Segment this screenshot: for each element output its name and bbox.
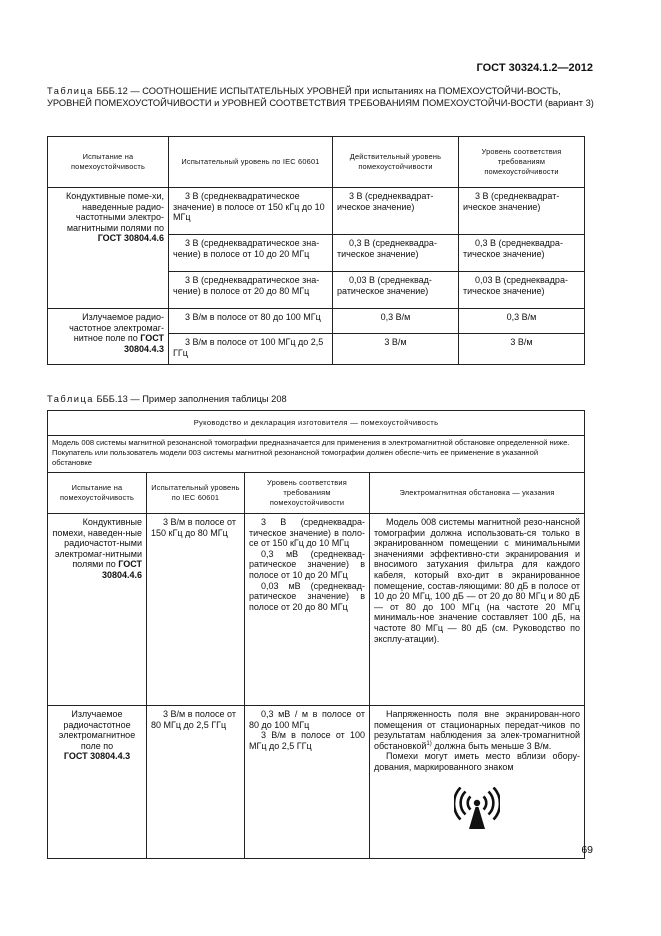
table2-compliance-cell <box>245 514 370 706</box>
table1-cell: 3 В (среднеквадратическое зна-чение) в полосе от 20 до 80 МГц <box>169 272 333 309</box>
table1 <box>47 136 585 365</box>
table2-intro-row <box>48 436 585 473</box>
table2-guidance-text: Напряженность поля вне экранирован-ного помещения от стационарных передат-чиков по результатам наблюдения за элек-тромагнитной обстановкой <box>374 709 581 751</box>
table1-header-level: Испытательный уровень по IEC 60601 <box>169 137 333 188</box>
non-ionizing-radiation-icon <box>454 787 500 831</box>
footnote-ref: 1) <box>426 740 432 747</box>
table2-compliance-cell <box>245 706 370 859</box>
table1-caption-label: Таблица <box>47 86 94 96</box>
table1-header-compliance: Уровень соответствия требованиям помехоустойчивости <box>459 137 585 188</box>
table1-cell: 0,3 В (среднеквадра-тическое значение) <box>459 235 585 272</box>
table1-test-cell <box>48 188 169 309</box>
table2-test-cell <box>48 514 147 706</box>
table1-cell: 3 В (среднеквадрат-ическое значение) <box>459 188 585 235</box>
table-row <box>48 706 585 859</box>
table1-caption-number: БББ.12 <box>96 86 128 96</box>
table2-header-compliance: Уровень соответствия требованиям помехоустойчивости <box>245 473 370 514</box>
table2-header-guidance: Электромагнитная обстановка — указания <box>370 473 585 514</box>
table2-caption-text: — Пример заполнения таблицы 208 <box>130 394 287 404</box>
table1-header-test: Испытание на помехоустойчивость <box>48 137 169 188</box>
table1-test-cell <box>48 309 169 365</box>
table-row <box>48 514 585 706</box>
table2-guidance-cell: Модель 008 системы магнитной резо-нансной томографии должна использовать-ся только в экранированном помещении с минимальными значениями эффективно-сти экранирования и вносимого затухания фильтра для каждого кабеля, который вхо-дит в экранированное помещение, состав-ляющими: 80 дБ в полосе от 10 до 20 МГц, 100 дБ — от 20 до 80 МГц и 80 дБ — от 80 до 100 МГц (на частоте 20 МГц минималь-ное значение составляет 100 дБ, на частоте 80 МГц — 80 дБ (см. Руководство по эксплу-атации). <box>370 514 585 706</box>
table2-title: Руководство и декларация изготовителя — помехоустойчивость <box>48 411 585 436</box>
table1-test-name: Излучаемое радио-частотное электромаг-нитное поле по <box>69 312 164 343</box>
table-row <box>48 188 585 235</box>
standard-id: ГОСТ 30324.1.2—2012 <box>476 62 593 74</box>
table2-compliance-line: 0,3 мВ / м в полосе от 80 до 100 МГц <box>249 709 365 730</box>
table1-test-std: ГОСТ 30804.4.6 <box>97 233 164 243</box>
table2-compliance-line: 3 В/м в полосе от 100 МГц до 2,5 ГГц <box>249 730 365 751</box>
table1-cell: 0,03 В (среднеквад-ратическое значение) <box>333 272 459 309</box>
table2-title-row <box>48 411 585 436</box>
table1-header-row <box>48 137 585 188</box>
table2-level-cell: 3 В/м в полосе от 80 МГц до 2,5 ГГц <box>147 706 245 859</box>
table1-caption-text: — СООТНОШЕНИЕ ИСПЫТАТЕЛЬНЫХ УРОВНЕЙ при испытаниях на ПОМЕХОУСТОЙЧИ-ВОСТЬ, УРОВНЕЙ ПОМЕХОУСТОЙЧИВОСТИ и УРОВНЕЙ СООТВЕТСТВИЯ ТРЕБОВАНИЯМ ПОМЕХОУСТОЙЧИ-ВОСТИ (вариант 3) <box>47 86 594 108</box>
page-number: 69 <box>581 844 593 856</box>
table2-compliance-line: 0,3 мВ (среднеквад-ратическое значение) в полосе от 10 до 20 МГц <box>249 548 365 580</box>
table2-test-name: Кондуктивные помехи, наведен-ные радиочастот-ными электромаг-нитными полями по <box>52 517 142 570</box>
table2-test-std: ГОСТ 30804.4.3 <box>63 751 131 762</box>
table1-test-name: Кондуктивные поме-хи, наведенные радио-частотными электро-магнитными полями по <box>66 191 164 233</box>
table1-caption <box>47 85 597 109</box>
table1-cell: 3 В/м в полосе от 100 МГц до 2,5 ГГц <box>169 334 333 365</box>
table2-header-level: Испытательный уровень по IEC 60601 <box>147 473 245 514</box>
table2-test-name: Излучаемое радиочастотное электромагнитное поле по <box>58 709 136 751</box>
table-row <box>48 309 585 334</box>
table1-cell: 3 В/м <box>459 334 585 365</box>
table2-guidance-cell <box>370 706 585 859</box>
table2-compliance-line: 3 В (среднеквадра-тическое значение) в поло-се от 150 кГц до 10 МГц <box>249 517 365 549</box>
table2-caption <box>47 393 597 405</box>
table2-intro: Модель 008 системы магнитной резонансной томографии предназначается для применения в электромагнитной обстановке определенной ниже. Покупатель или пользователь модели 003 системы магнитной резонансной томографии должен обеспе-чить ее применение в указанной обстановке <box>48 436 585 473</box>
table2-header-row <box>48 473 585 514</box>
table1-cell: 3 В/м в полосе от 80 до 100 МГц <box>169 309 333 334</box>
table1-cell: 3 В/м <box>333 334 459 365</box>
table1-cell: 3 В (среднеквадратическое зна-чение) в полосе от 10 до 20 МГц <box>169 235 333 272</box>
table2-caption-number: БББ.13 <box>96 394 128 404</box>
table2-guidance-para <box>374 709 580 751</box>
table2-test-std: ГОСТ 30804.4.6 <box>101 559 142 580</box>
table1-cell: 0,3 В/м <box>459 309 585 334</box>
table2-guidance-text: должна быть меньше 3 В/м. <box>431 740 552 751</box>
table1-cell: 3 В (среднеквадратическое значение) в полосе от 150 кГц до 10 МГц <box>169 188 333 235</box>
table2-caption-label: Таблица <box>47 394 94 404</box>
table1-cell: 0,3 В/м <box>333 309 459 334</box>
table2-compliance-line: 0,03 мВ (среднеквад-ратическое значение) в полосе от 20 до 80 МГц <box>249 580 365 612</box>
table2-header-test: Испытание на помехоустойчивость <box>48 473 147 514</box>
table1-header-actual: Действительный уровень помехоустойчивости <box>333 137 459 188</box>
table1-cell: 0,03 В (среднеквадра-тическое значение) <box>459 272 585 309</box>
table1-cell: 0,3 В (среднеквадра-тическое значение) <box>333 235 459 272</box>
table2-level-cell: 3 В/м в полосе от 150 кГц до 80 МГц <box>147 514 245 706</box>
table2 <box>47 410 585 859</box>
table2-test-cell <box>48 706 147 859</box>
table1-cell: 3 В (среднеквадрат-ическое значение) <box>333 188 459 235</box>
table2-guidance-para: Помехи могут иметь место вблизи обору-дования, маркированного знаком <box>374 751 581 772</box>
table1-test-std: ГОСТ 30804.4.3 <box>123 333 164 354</box>
